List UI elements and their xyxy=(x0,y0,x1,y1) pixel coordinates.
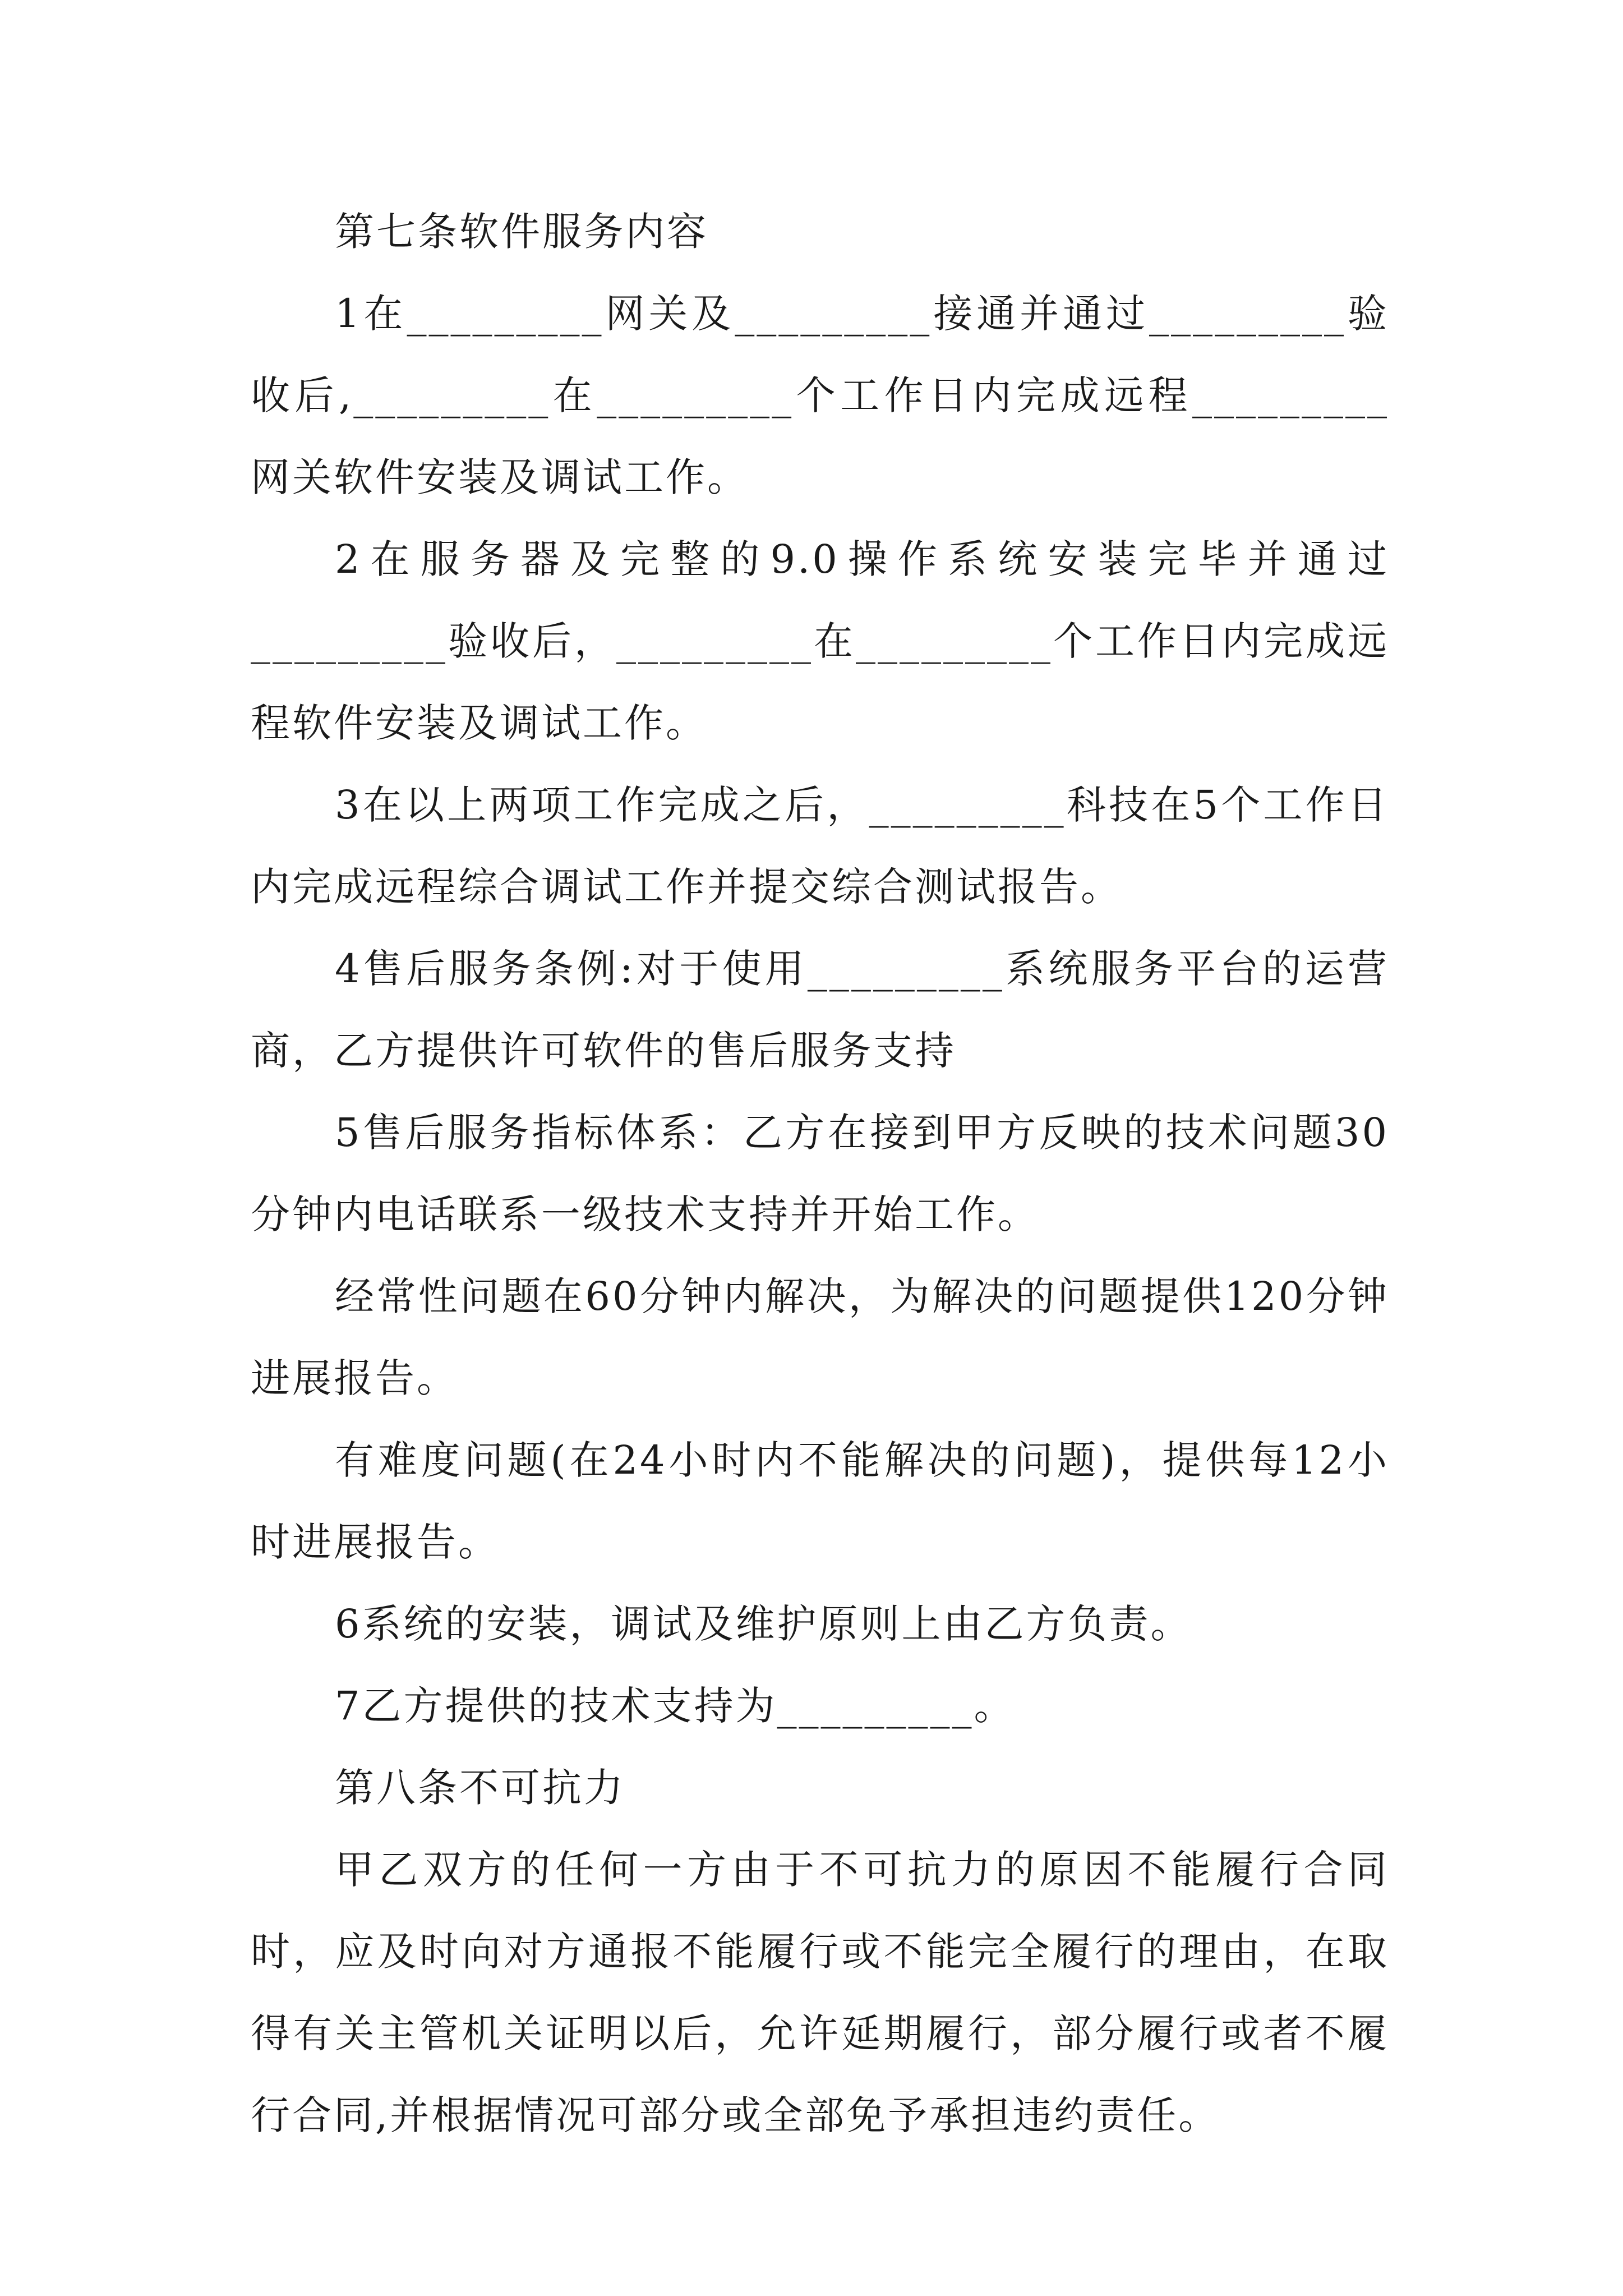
clause-5-difficult-issues: 有难度问题(在24小时内不能解决的问题)，提供每12小时进展报告。 xyxy=(251,1437,1389,1565)
clause-7: 7乙方提供的技术支持为_________。 xyxy=(335,1683,1016,1729)
clause-3: 3在以上两项工作完成之后，_________科技在5个工作日内完成远程综合调试工作并提交综合测试报告。 xyxy=(251,782,1389,910)
clause-5-common-issues: 经常性问题在60分钟内解决，为解决的问题提供120分钟进展报告。 xyxy=(251,1273,1389,1401)
clause-1: 1在_________网关及_________接通并通过_________验收后,_________在_________个工作日内完成远程_________网关软件安装及调试工作。 xyxy=(251,291,1389,500)
clause-4: 4售后服务条例:对于使用_________系统服务平台的运营商，乙方提供许可软件的售后服务支持 xyxy=(251,946,1389,1074)
section-8-heading: 第八条不可抗力 xyxy=(335,1765,625,1811)
section-8-body: 甲乙双方的任何一方由于不可抗力的原因不能履行合同时，应及时向对方通报不能履行或不能完全履行的理由，在取得有关主管机关证明以后，允许延期履行，部分履行或者不履行合同,并根据情况可部分或全部免予承担违约责任。 xyxy=(251,1847,1389,2138)
section-7-heading: 第七条软件服务内容 xyxy=(335,209,708,255)
clause-5: 5售后服务指标体系：乙方在接到甲方反映的技术问题30分钟内电话联系一级技术支持并开始工作。 xyxy=(251,1110,1389,1237)
clause-6: 6系统的安装，调试及维护原则上由乙方负责。 xyxy=(335,1601,1192,1647)
document-body xyxy=(251,191,1389,2156)
clause-2: 2在服务器及完整的9.0操作系统安装完毕并通过_________验收后，_________在_________个工作日内完成远程软件安装及调试工作。 xyxy=(251,536,1389,746)
